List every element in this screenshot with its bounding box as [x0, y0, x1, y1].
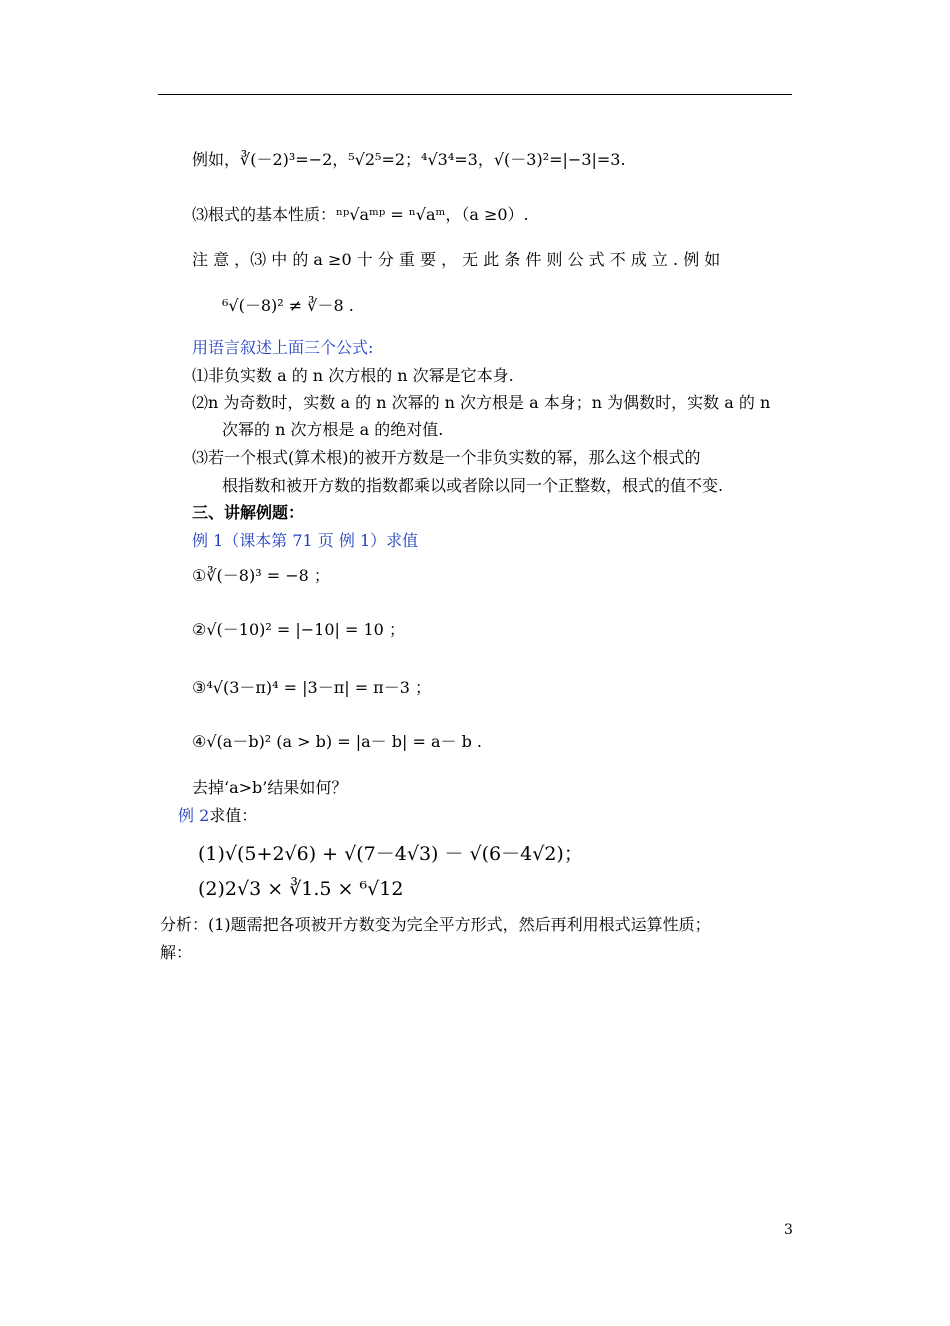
- section-subheading: 用语言叙述上面三个公式:: [192, 338, 374, 357]
- rule-3: ⑶若一个根式(算术根)的被开方数是一个非负实数的幂，那么这个根式的: [192, 448, 701, 467]
- section-heading: 三、讲解例题：: [192, 503, 305, 522]
- example-2-label: 例 2: [178, 806, 210, 825]
- analysis-line: 分析：(1)题需把各项被开方数变为完全平方形式，然后再利用根式运算性质；: [160, 915, 711, 934]
- example-1-item-1: ①∛(－8)³ = −8 ；: [192, 566, 330, 585]
- rule-3-cont: 根指数和被开方数的指数都乘以或者除以同一个正整数，根式的值不变.: [222, 476, 724, 495]
- example-line: 例如，∛(－2)³=−2，⁵√2⁵=2；⁴√3⁴=3，√(－3)²=|−3|=3.: [192, 150, 626, 169]
- example-1-title: [192, 531, 418, 550]
- example-1-item-3: ③⁴√(3－π)⁴ = |3－π| = π－3 ；: [192, 678, 431, 697]
- example-1-item-2: ②√(－10)² = |−10| = 10 ；: [192, 620, 405, 639]
- question-line: 去掉‘a>b’结果如何？: [192, 778, 348, 797]
- note-line: 注 意 ，⑶ 中 的 a ≥0 十 分 重 要 ， 无 此 条 件 则 公 式 不 成 立 . 例 如: [192, 250, 721, 269]
- rule-2: ⑵n 为奇数时，实数 a 的 n 次幂的 n 次方根是 a 本身；n 为偶数时，实数 a 的 n: [192, 393, 771, 412]
- header-rule: [158, 94, 792, 95]
- example-1-label: 例 1（课本第 71 页 例 1）求值: [192, 531, 419, 550]
- example-2-text: 求值：: [209, 806, 258, 825]
- example-2-item-1: (1)√(5+2√6) + √(7－4√3) － √(6－4√2)；: [198, 843, 583, 865]
- example-2-item-2: (2)2√3 × ∛1.5 × ⁶√12: [198, 878, 404, 900]
- rule-2-cont: 次幂的 n 次方根是 a 的绝对值.: [222, 420, 444, 439]
- note-example-formula: ⁶√(－8)² ≠ ∛－8 .: [222, 296, 354, 315]
- page-number: 3: [784, 1222, 793, 1238]
- rule-1: ⑴非负实数 a 的 n 次方根的 n 次幂是它本身.: [192, 366, 514, 385]
- example-2-title: [178, 806, 257, 825]
- solution-line: 解：: [160, 943, 193, 962]
- example-1-item-4: ④√(a－b)² (a > b) = |a－ b| = a－ b .: [192, 732, 482, 751]
- property-line: ⑶根式的基本性质：ⁿᵖ√aᵐᵖ = ⁿ√aᵐ，（a ≥0）.: [192, 205, 529, 224]
